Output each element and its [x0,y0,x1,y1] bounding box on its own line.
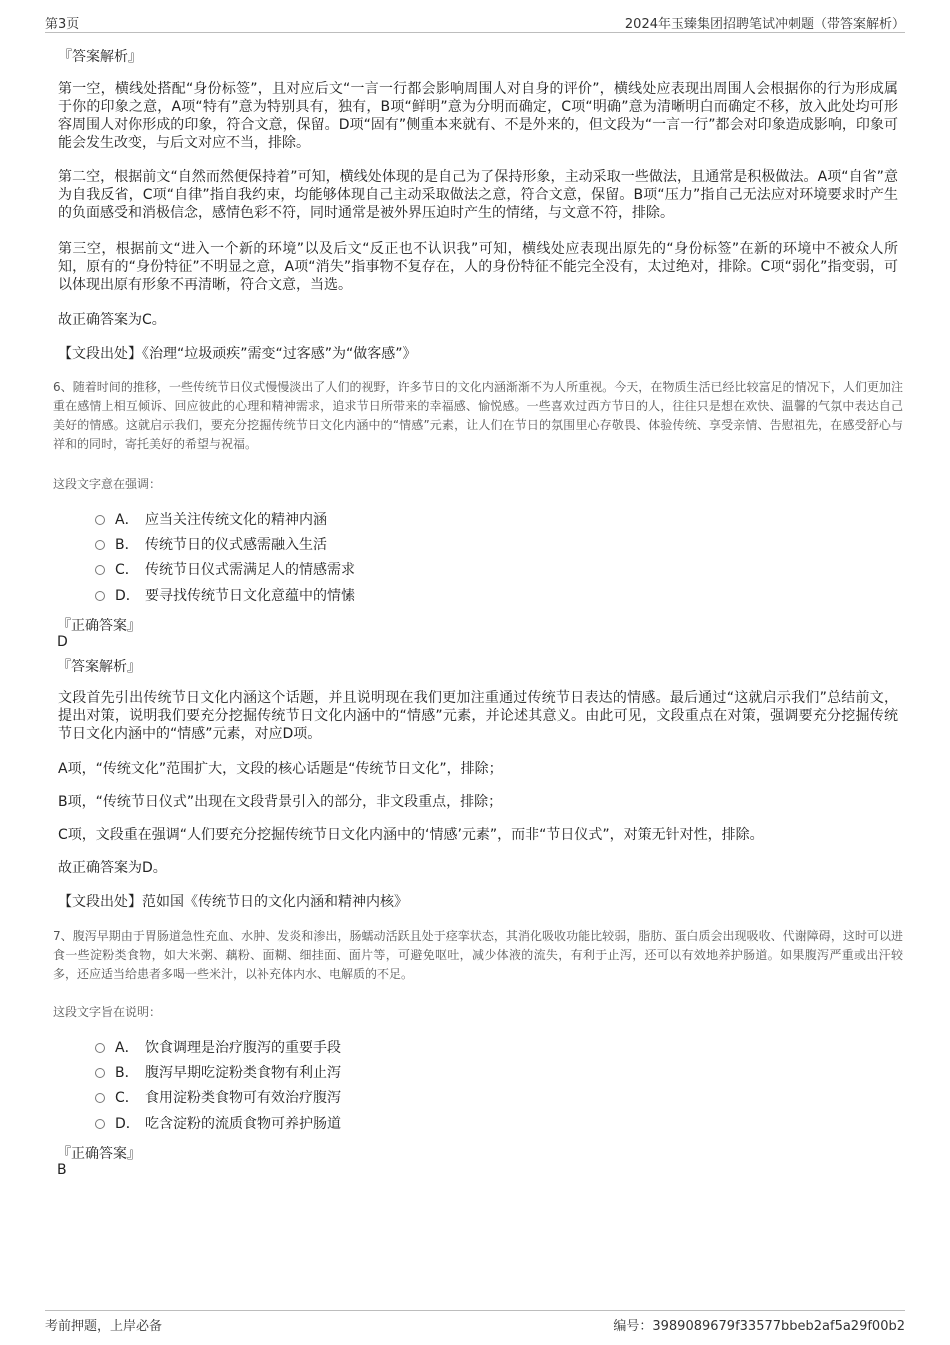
page-number: 第3页 [45,17,80,32]
option-text: 腹泻早期吃淀粉类食物有利止泻 [145,1065,341,1081]
page-footer [45,1310,905,1333]
option-text: 传统节日仪式需满足人的情感需求 [145,562,355,578]
document-id: 编号：3989089679f33577bbeb2af5a29f00b2 [613,1319,905,1334]
option-letter: B． [115,537,139,553]
q6-analysis-para-1 [58,689,898,743]
option-letter: C． [115,1090,139,1106]
option-letter: A． [115,512,139,528]
question-6-option-d[interactable] [95,587,355,605]
option-text: 饮食调理是治疗腹泻的重要手段 [145,1040,341,1056]
radio-icon[interactable] [95,540,105,550]
correct-answer: D [57,634,68,650]
question-6-stem: 这段文字意在强调： [53,477,162,491]
question-7-option-a[interactable] [95,1039,341,1057]
option-text: 传统节日的仪式感需融入生活 [145,537,327,553]
analysis-para-1 [58,80,898,152]
option-letter: C． [115,562,139,578]
source-citation: 【文段出处】《治理“垃圾顽疾”需变“过客感”为“做客感”》 [58,346,417,362]
question-7-option-b[interactable] [95,1064,341,1082]
analysis-text: C项，文段重在强调“人们要充分挖掘传统节日文化内涵中的‘情感’元素”，而非“节日仪式”，对策无针对性，排除。 [58,827,764,843]
analysis-text: 第一空，横线处搭配“身份标签”，且对应后文“一言一行都会影响周围人对自身的评价”，横线处应表现出周围人会根据你的行为形成属于你的印象之意，A项“特有”意为特别具有，独有，B项“鲜明”意为分明而确定，C项“明确”意为清晰明白而确定不移，放入此处均可形容周围人对你形成的印象，符合文意，保留。D项“固有”侧重本来就有、不是外来的，但文段为“一言一行”都会对印象造成影响，印象可能会发生改变，与后文对应不当，排除。 [58,81,898,151]
q6-analysis-para-4 [58,826,898,844]
analysis-text: 故正确答案为C。 [58,312,166,328]
question-6-option-c[interactable] [95,561,355,579]
analysis-text: B项，“传统节日仪式”出现在文段背景引入的部分，非文段重点，排除； [58,794,503,810]
question-7-stem: 这段文字旨在说明： [53,1005,162,1019]
analysis-text: 文段首先引出传统节日文化内涵这个话题，并且说明现在我们更加注重通过传统节日表达的情感。最后通过“这就启示我们”总结前文，提出对策，说明我们要充分挖掘传统节日文化内涵中的“情感”元素，并论述其意义。由此可见，文段重点在对策，强调要充分挖掘传统节日文化内涵中的“情感”元素，对应D项。 [58,690,898,742]
question-7-option-c[interactable] [95,1089,341,1107]
option-letter: D． [115,1116,140,1132]
question-7-option-d[interactable] [95,1115,341,1133]
analysis-tag: 『答案解析』 [58,49,142,65]
correct-answer-tag: 『正确答案』 [57,1146,141,1162]
analysis-para-3 [58,240,898,294]
source-citation: 【文段出处】范如国《传统节日的文化内涵和精神内核》 [58,894,408,910]
radio-icon[interactable] [95,515,105,525]
radio-icon[interactable] [95,565,105,575]
analysis-text: A项，“传统文化”范围扩大，文段的核心话题是“传统节日文化”，排除； [58,761,503,777]
q6-analysis-para-3 [58,793,898,811]
radio-icon[interactable] [95,591,105,601]
option-text: 要寻找传统节日文化意蕴中的情愫 [145,588,355,604]
analysis-text: 第二空，根据前文“自然而然便保持着”可知，横线处体现的是自己为了保持形象，主动采取一些做法，且通常是积极做法。A项“自省”意为自我反省，C项“自律”指自我约束，均能够体现自己主动采取做法之意，符合文意，保留。B项“压力”指自己无法应对环境要求时产生的负面感受和消极信念，感情色彩不符，同时通常是被外界压迫时产生的情绪，与文意不符，排除。 [58,169,898,221]
question-6-text: 6、随着时间的推移，一些传统节日仪式慢慢淡出了人们的视野，许多节日的文化内涵渐渐不为人所重视。今天，在物质生活已经比较富足的情况下，人们更加注重在感情上相互倾诉、回应彼此的心理和精神需求，追求节日所带来的幸福感、愉悦感。一些喜欢过西方节日的人，往往只是想在欢快、温馨的气氛中表达自己美好的情感。这就启示我们，要充分挖掘传统节日文化内涵中的“情感”元素，让人们在节日的氛围里心存敬畏、体验传统、享受亲情、告慰祖先，在感受舒心与祥和的同时，寄托美好的希望与祝福。 [53,380,903,451]
analysis-text: 故正确答案为D。 [58,860,167,876]
option-text: 应当关注传统文化的精神内涵 [145,512,327,528]
analysis-para-4 [58,311,898,329]
question-6-option-b[interactable] [95,536,327,554]
analysis-para-2 [58,168,898,222]
analysis-text: 第三空，根据前文“进入一个新的环境”以及后文“反正也不认识我”可知，横线处应表现出原先的“身份标签”在新的环境中不被众人所知，原有的“身份特征”不明显之意，A项“消失”指事物不复存在，人的身份特征不能完全没有，太过绝对，排除。C项“弱化”指变弱，可以体现出原有形象不再清晰，符合文意，当选。 [58,241,898,293]
analysis-tag: 『答案解析』 [57,659,141,675]
page-header [45,10,905,33]
question-7-text: 7、腹泻早期由于胃肠道急性充血、水肿、发炎和渗出，肠蠕动活跃且处于痉挛状态，其消化吸收功能比较弱，脂肪、蛋白质会出现吸收、代谢障碍，这时可以进食一些淀粉类食物，如大米粥、藕粉、面糊、细挂面、面片等，可避免呕吐，减少体液的流失，有利于止泻，还可以有效地养护肠道。如果腹泻严重或出汗较多，还应适当给患者多喝一些米汁，以补充体内水、电解质的不足。 [53,929,903,981]
q6-analysis-para-2 [58,760,898,778]
option-letter: B． [115,1065,139,1081]
document-title: 2024年玉臻集团招聘笔试冲刺题（带答案解析） [624,17,905,32]
option-text: 吃含淀粉的流质食物可养护肠道 [145,1116,341,1132]
question-6-option-a[interactable] [95,511,327,529]
radio-icon[interactable] [95,1043,105,1053]
correct-answer-tag: 『正确答案』 [57,618,141,634]
radio-icon[interactable] [95,1119,105,1129]
q6-analysis-para-5 [58,859,898,877]
option-letter: A． [115,1040,139,1056]
footer-slogan: 考前押题，上岸必备 [45,1319,163,1334]
option-text: 食用淀粉类食物可有效治疗腹泻 [145,1090,341,1106]
option-letter: D． [115,588,140,604]
radio-icon[interactable] [95,1093,105,1103]
correct-answer: B [57,1162,67,1178]
radio-icon[interactable] [95,1068,105,1078]
